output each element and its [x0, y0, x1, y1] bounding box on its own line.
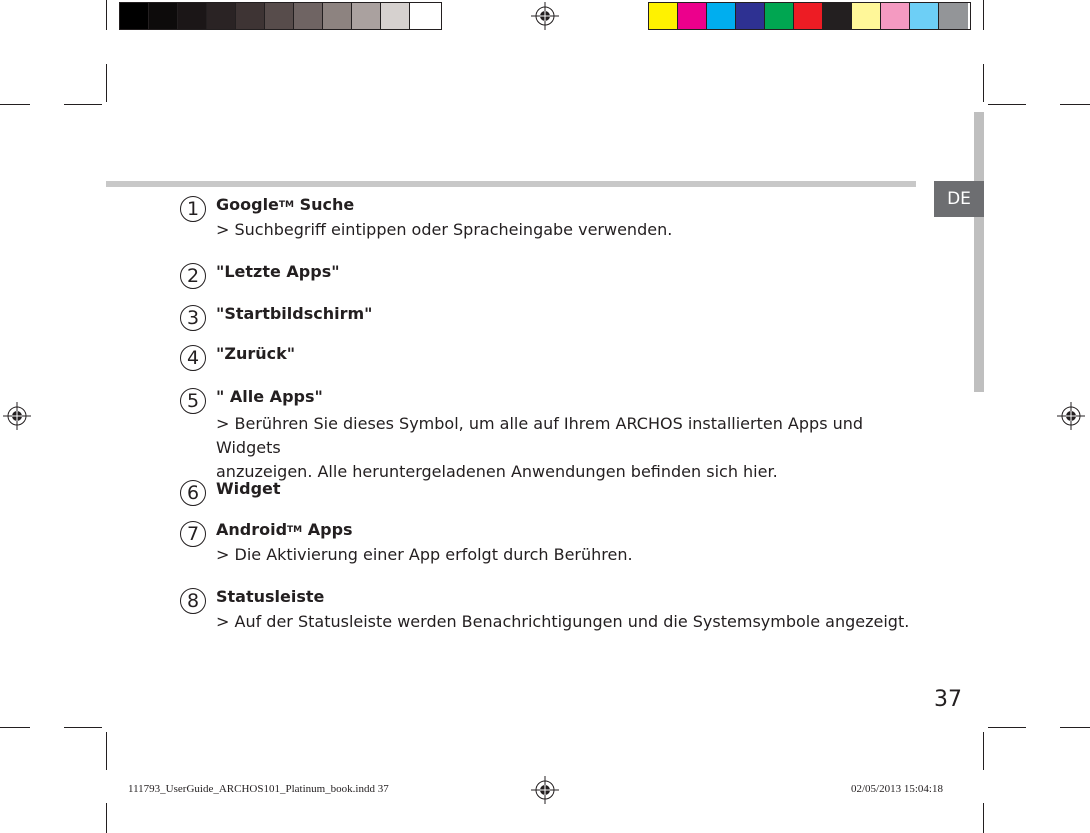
item-title: " Alle Apps" [216, 387, 323, 406]
gray-swatch [323, 3, 352, 29]
item-title: Google™ Suche [216, 195, 355, 214]
process-color-bar [648, 2, 971, 30]
item-number: 7 [180, 521, 206, 547]
cyan-swatch [707, 3, 736, 29]
item-title: "Letzte Apps" [216, 262, 340, 281]
slug-filename: 111793_UserGuide_ARCHOS101_Platinum_book.indd 37 [128, 783, 389, 795]
crop-mark [983, 0, 984, 30]
crop-mark [106, 803, 107, 833]
language-tab: DE [934, 181, 984, 217]
item-description: > Die Aktivierung einer App erfolgt durch Berühren. [216, 545, 633, 564]
crop-mark [1060, 727, 1090, 728]
header-rule [106, 181, 916, 187]
item-number: 4 [180, 345, 206, 371]
crop-mark [983, 803, 984, 833]
item-title: Android™ Apps [216, 520, 353, 539]
item-title: Widget [216, 479, 281, 498]
light-cyan-swatch [910, 3, 939, 29]
item-description: > Auf der Statusleiste werden Benachrichtigungen und die Systemsymbole angezeigt. [216, 612, 910, 631]
side-bar [974, 112, 984, 392]
gray-swatch [381, 3, 410, 29]
grayscale-color-bar [119, 2, 442, 30]
gray-swatch [265, 3, 294, 29]
magenta-swatch [678, 3, 707, 29]
crop-mark [0, 104, 30, 105]
crop-mark [106, 732, 107, 770]
crop-mark [988, 727, 1026, 728]
gray-swatch [410, 3, 439, 29]
item-number: 5 [180, 388, 206, 414]
pink-swatch [881, 3, 910, 29]
gray-swatch [178, 3, 207, 29]
item-number: 3 [180, 305, 206, 331]
gray-swatch [120, 3, 149, 29]
crop-mark [983, 64, 984, 102]
yellow-swatch [649, 3, 678, 29]
item-number: 6 [180, 480, 206, 506]
red-swatch [794, 3, 823, 29]
crop-mark [64, 727, 102, 728]
registration-mark-icon [3, 402, 31, 430]
registration-mark-icon [531, 2, 559, 30]
item-title: Statusleiste [216, 587, 325, 606]
gray-swatch [939, 3, 968, 29]
green-swatch [765, 3, 794, 29]
item-number: 2 [180, 263, 206, 289]
light-yellow-swatch [852, 3, 881, 29]
item-description: > Suchbegriff eintippen oder Spracheingabe verwenden. [216, 220, 673, 239]
registration-mark-icon [1057, 402, 1085, 430]
black-swatch [823, 3, 852, 29]
item-title: "Zurück" [216, 344, 296, 363]
crop-mark [106, 0, 107, 30]
blue-swatch [736, 3, 765, 29]
gray-swatch [294, 3, 323, 29]
crop-mark [64, 104, 102, 105]
gray-swatch [207, 3, 236, 29]
page-number: 37 [934, 687, 962, 712]
item-title: "Startbildschirm" [216, 304, 373, 323]
gray-swatch [236, 3, 265, 29]
registration-mark-icon [531, 776, 559, 804]
item-description: > Berühren Sie dieses Symbol, um alle auf Ihrem ARCHOS installierten Apps und Widgets anzuzeigen. Alle heruntergeladenen Anwendungen befinden sich hier. [216, 414, 864, 481]
crop-mark [0, 727, 30, 728]
slug-datetime: 02/05/2013 15:04:18 [851, 783, 943, 795]
crop-mark [983, 732, 984, 770]
gray-swatch [352, 3, 381, 29]
crop-mark [106, 64, 107, 102]
crop-mark [1060, 104, 1090, 105]
gray-swatch [149, 3, 178, 29]
item-number: 1 [180, 196, 206, 222]
crop-mark [988, 104, 1026, 105]
item-number: 8 [180, 588, 206, 614]
